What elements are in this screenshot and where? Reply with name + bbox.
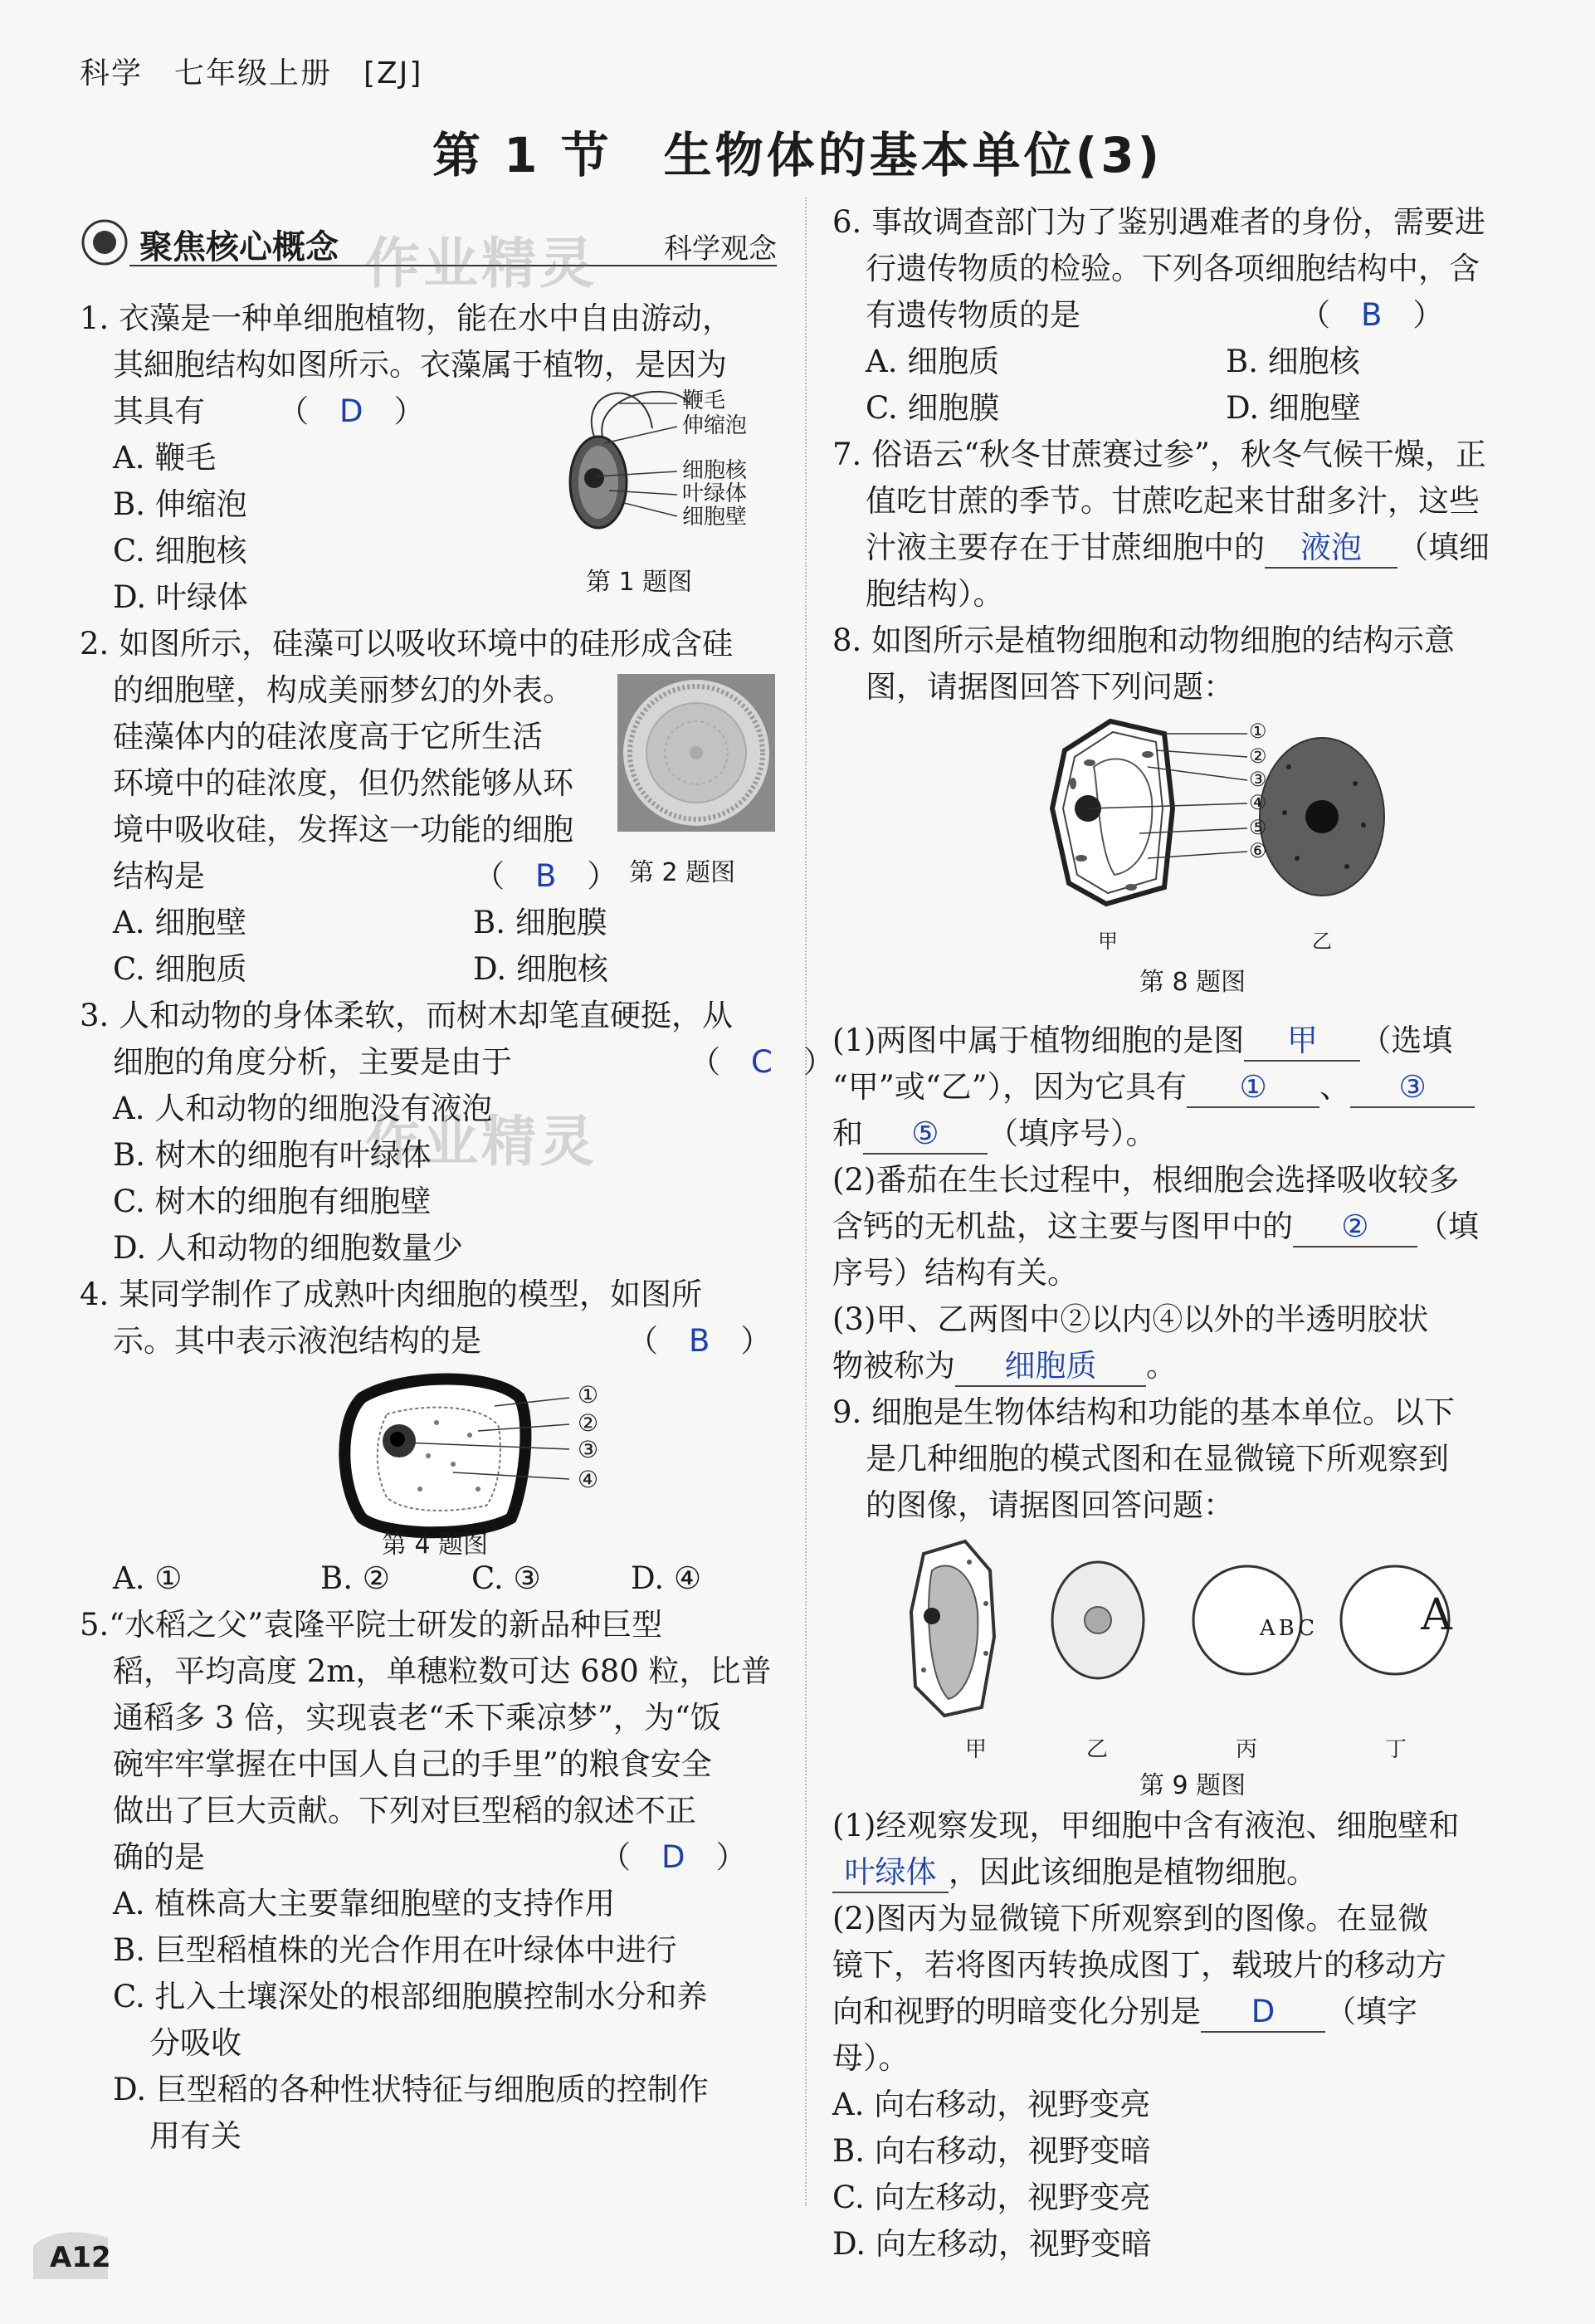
figure-label: ①: [578, 1381, 599, 1409]
answer: B: [535, 858, 557, 894]
question-text: 通稻多 3 倍，实现袁老“禾下乘凉梦”，为“饭: [113, 1700, 721, 1736]
option: A. 植株高大主要靠细胞壁的支持作用: [113, 1886, 616, 1921]
option: A. 细胞质: [866, 344, 1000, 379]
bing-view-text: ABC: [1259, 1616, 1319, 1641]
left-column: [80, 295, 834, 2160]
sub-question-line: [832, 1343, 1538, 1389]
option-row: [80, 900, 777, 946]
figure-label: 乙: [1086, 1737, 1109, 1762]
figure-caption: 第 9 题图: [1139, 1771, 1246, 1800]
page-number: [50, 2241, 111, 2274]
question-text: 、: [1319, 1069, 1351, 1105]
fill-blank-answer: ①: [1187, 1068, 1319, 1108]
question-text: 确的是: [113, 1839, 205, 1875]
question-text: 稻，平均高度 2m，单穗粒数可达 680 粒，比普: [113, 1653, 772, 1689]
question-text: 3. 人和动物的身体柔软，而树木却笔直硬挺，从: [80, 998, 734, 1033]
book-header: 科学 七年级上册 [ZJ]: [80, 56, 423, 90]
question-text: 序号）结构有关。: [832, 1255, 1078, 1291]
question-3: [80, 993, 834, 1272]
leaf-cell-model: [329, 1373, 611, 1539]
sub-question-line: [832, 1064, 1538, 1111]
question-text: 境中吸收硅，发挥这一功能的细胞: [113, 812, 573, 847]
question-text: 。: [1146, 1348, 1177, 1384]
option-row: [832, 339, 1538, 385]
question-text: 有遗传物质的是: [866, 297, 1080, 333]
question-7: [832, 432, 1538, 618]
question-text: 示。其中表示液泡结构的是: [113, 1323, 481, 1359]
fill-blank-answer: ②: [1293, 1208, 1417, 1247]
question-text: 胞结构）。: [866, 576, 1004, 612]
question-text: 结构是: [113, 858, 205, 894]
section-tag: 科学观念: [664, 232, 777, 266]
watermark: 作业精灵: [365, 1110, 598, 1174]
fill-blank-answer: 甲: [1244, 1022, 1360, 1062]
question-text: （填字: [1325, 1994, 1417, 2029]
question-4: [80, 1272, 777, 1602]
option: C. 细胞膜: [866, 390, 1000, 426]
question-text: (3)甲、乙两图中②以内④以外的半透明胶状: [832, 1301, 1429, 1337]
option: B. 树木的细胞有叶绿体: [113, 1137, 432, 1173]
answer: C: [751, 1044, 773, 1080]
figure-q2: [617, 674, 775, 896]
figure-label: ④: [1249, 791, 1267, 814]
figure-q9: [832, 1529, 1538, 1803]
option: A. ①: [113, 1560, 183, 1596]
question-text: 8. 如图所示是植物细胞和动物细胞的结构示意: [832, 622, 1456, 658]
option: A. 人和动物的细胞没有液泡: [113, 1091, 493, 1126]
question-8: [832, 618, 1538, 1389]
right-column: [832, 199, 1538, 2268]
figure-label: 鞭毛: [682, 388, 726, 413]
fill-blank-answer: ③: [1350, 1068, 1475, 1108]
option-row: [832, 385, 1538, 432]
question-5: [80, 1602, 777, 2160]
question-text: 其具有: [113, 393, 205, 429]
figure-caption: 第 8 题图: [1139, 968, 1246, 997]
fill-blank-answer: D: [1201, 1993, 1325, 2033]
figure-caption: 第 4 题图: [382, 1531, 489, 1560]
option: D. 人和动物的细胞数量少: [113, 1230, 463, 1266]
sub-question-line: [832, 1849, 1538, 1896]
figure-label: 细胞壁: [682, 505, 748, 530]
option: C. 扎入土壤深处的根部细胞膜控制水分和养: [113, 1979, 708, 2014]
figure-label: 乙: [1312, 930, 1332, 953]
option: B. ②: [320, 1560, 390, 1596]
diatom-photo: [617, 674, 775, 832]
watermark: 作业精灵: [365, 232, 598, 295]
answer: D: [339, 393, 363, 429]
question-text: 和: [832, 1116, 863, 1151]
option: C. 细胞质: [113, 951, 247, 987]
option: B. 细胞核: [1226, 344, 1360, 379]
fill-blank-answer: 细胞质: [955, 1347, 1146, 1387]
question-text: 汁液主要存在于甘蔗细胞中的: [866, 530, 1265, 565]
sub-question-line: [832, 1111, 1538, 1157]
answer-paren: （ D ）: [278, 393, 425, 429]
question-text: (1)两图中属于植物细胞的是图: [832, 1023, 1245, 1058]
page-title: 第 1 节 生物体的基本单位(3): [432, 127, 1163, 183]
figure-label: 叶绿体: [682, 481, 748, 506]
question-text: 碗牢牢掌握在中国人自己的手里”的粮食安全: [113, 1746, 712, 1782]
option: D. 向左移动，视野变暗: [832, 2226, 1152, 2262]
question-text: （选填: [1360, 1023, 1453, 1058]
figure-label: ③: [578, 1436, 599, 1463]
figure-label: ②: [1249, 745, 1267, 768]
question-text: 4. 某同学制作了成熟叶肉细胞的模型，如图所: [80, 1277, 703, 1312]
answer-paren: （ C ）: [690, 1044, 834, 1080]
figure-label: ③: [1249, 768, 1267, 791]
question-text: 1. 衣藻是一种单细胞植物，能在水中自由游动，: [80, 300, 734, 336]
option: 用有关: [149, 2118, 241, 2154]
question-text: 6. 事故调查部门为了鉴别遇难者的身份，需要进: [832, 204, 1486, 240]
figure-label: ⑥: [1249, 839, 1267, 862]
figure-label: ⑤: [1249, 816, 1267, 839]
option: A. 向右移动，视野变亮: [832, 2087, 1151, 2122]
figure-label: 丙: [1236, 1737, 1258, 1762]
question-text: 9. 细胞是生物体结构和功能的基本单位。以下: [832, 1394, 1456, 1430]
question-text: 其細胞结构如图所示。衣藻属于植物，是因为: [113, 347, 727, 383]
figure-label: ④: [578, 1466, 599, 1493]
page-number-text: A12: [50, 2241, 111, 2274]
option: D. 叶绿体: [113, 579, 248, 615]
question-text: 的图像，请据图回答问题：: [866, 1487, 1234, 1523]
question-text-line: [80, 1834, 777, 1881]
question-text: 2. 如图所示，硅藻可以吸收环境中的硅形成含硅: [80, 626, 734, 662]
option: C. 细胞核: [113, 533, 247, 569]
question-text: 值吃甘蔗的季节。甘蔗吃起来甘甜多汁，这些: [866, 483, 1480, 519]
figure-label: 甲: [965, 1737, 988, 1762]
figure-label: ②: [578, 1409, 599, 1437]
answer-paren: （ D ）: [600, 1839, 747, 1875]
option: B. 巨型稻植株的光合作用在叶绿体中进行: [113, 1932, 677, 1968]
sub-question-line: [832, 1989, 1538, 2035]
ding-view-text: A: [1421, 1590, 1452, 1640]
question-text: (2)番茄在生长过程中，根细胞会选择吸收较多: [832, 1162, 1460, 1198]
sub-question-line: [832, 1018, 1538, 1064]
fill-blank-answer: ⑤: [863, 1115, 988, 1155]
answer: B: [1361, 297, 1383, 333]
question-text: “甲”或“乙”），因为它具有: [832, 1069, 1188, 1105]
question-text: 母）。: [832, 2040, 910, 2076]
fill-blank-answer: 液泡: [1265, 529, 1397, 569]
question-text: （填细: [1397, 530, 1490, 565]
question-text: （填: [1417, 1208, 1479, 1244]
question-text: 向和视野的明暗变化分别是: [832, 1994, 1201, 2029]
figure-caption: 第 1 题图: [586, 568, 693, 597]
question-text: （填序号）。: [988, 1116, 1157, 1151]
option: B. 向右移动，视野变暗: [832, 2133, 1151, 2169]
option: D. 细胞核: [473, 951, 608, 987]
figure-label: 伸缩泡: [682, 413, 748, 438]
figure-q4: [80, 1365, 777, 1560]
question-text: 镜下，若将图丙转换成图丁，载玻片的移动方: [832, 1947, 1446, 1983]
question-text: 细胞的角度分析，主要是由于: [113, 1044, 512, 1080]
answer-paren: （ B ）: [1300, 297, 1444, 333]
question-text-line: [832, 292, 1538, 339]
option: B. 细胞膜: [473, 905, 607, 940]
option: D. ④: [631, 1560, 702, 1596]
question-text: ，因此该细胞是植物细胞。: [949, 1854, 1317, 1890]
option: 分吸收: [149, 2025, 241, 2061]
question-text: 硅藻体内的硅浓度高于它所生活: [113, 719, 543, 754]
plant-animal-cell-diagram: [1040, 717, 1388, 950]
section-title: 聚焦核心概念: [139, 228, 339, 266]
option: C. 向左移动，视野变亮: [832, 2180, 1151, 2215]
question-text-line: [80, 1318, 777, 1365]
option: D. 巨型稻的各种性状特征与细胞质的控制作: [113, 2072, 709, 2107]
figure-q1: [544, 378, 777, 611]
column-divider: [805, 198, 807, 2206]
question-text: 的细胞壁，构成美丽梦幻的外表。: [113, 672, 573, 708]
question-text: 物被称为: [832, 1348, 955, 1384]
figure-q8: [832, 710, 1538, 1018]
question-text-line: [832, 525, 1538, 571]
question-1: [80, 295, 777, 621]
option: C. ③: [471, 1560, 541, 1596]
question-text: 环境中的硅浓度，但仍然能够从环: [113, 765, 573, 801]
answer: D: [661, 1839, 685, 1875]
question-text: 是几种细胞的模式图和在显微镜下所观察到: [866, 1441, 1449, 1477]
fill-blank-answer: 叶绿体: [832, 1853, 949, 1893]
question-text: 图，请据图回答下列问题：: [866, 669, 1234, 705]
question-text: 做出了巨大贡献。下列对巨型稻的叙述不正: [113, 1793, 696, 1828]
sub-question-line: [832, 1204, 1538, 1250]
figure-label: 丁: [1385, 1737, 1407, 1762]
option: D. 细胞壁: [1226, 390, 1361, 426]
answer-paren: （ B ）: [627, 1323, 772, 1359]
figure-label: 甲: [1098, 930, 1118, 953]
question-text: (2)图丙为显微镜下所观察到的图像。在显微: [832, 1901, 1429, 1936]
figure-caption: 第 2 题图: [629, 858, 736, 887]
option: B. 伸缩泡: [113, 486, 247, 522]
answer-paren: （ B ）: [474, 858, 618, 894]
question-text: 行遗传物质的检验。下列各项细胞结构中，含: [866, 251, 1480, 286]
option: A. 鞭毛: [113, 440, 217, 476]
question-text: (1)经观察发现，甲细胞中含有液泡、细胞壁和: [832, 1808, 1460, 1843]
question-2: [80, 621, 777, 993]
answer: B: [689, 1323, 710, 1359]
figure-label: ①: [1249, 720, 1267, 743]
question-9: [832, 1389, 1538, 2268]
question-text: 5.“水稻之父”袁隆平院士研发的新品种巨型: [80, 1607, 663, 1643]
question-6: [832, 199, 1538, 432]
option: A. 细胞壁: [113, 905, 247, 940]
option: C. 树木的细胞有细胞壁: [113, 1184, 432, 1219]
option-row: [80, 946, 777, 993]
question-text: 7. 俗语云“秋冬甘蔗赛过参”，秋冬气候干燥，正: [832, 437, 1486, 472]
question-text: 含钙的无机盐，这主要与图甲中的: [832, 1208, 1293, 1244]
question-text-line: [80, 1039, 834, 1086]
figure-label: 细胞核: [682, 458, 748, 483]
